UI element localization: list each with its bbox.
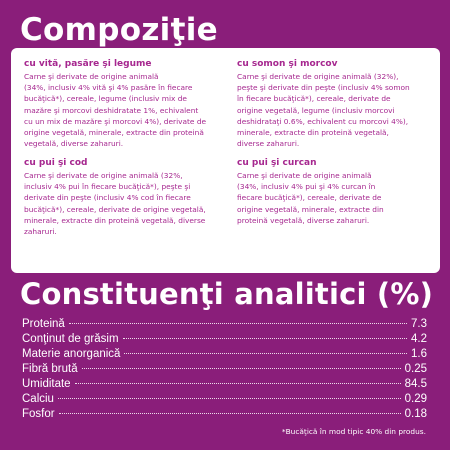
dotted-leader xyxy=(82,368,401,369)
recipe-name: cu pui şi curcan xyxy=(237,158,317,168)
recipe-name: cu somon şi morcov xyxy=(237,59,338,69)
constituent-value: 0.25 xyxy=(404,363,427,375)
constituent-value: 4.2 xyxy=(411,333,427,345)
constituent-label: Conţinut de grăsim xyxy=(22,333,119,345)
list-item xyxy=(22,347,427,362)
recipes-panel xyxy=(11,48,440,273)
constituent-value: 1.6 xyxy=(411,348,427,360)
list-item xyxy=(22,332,427,347)
recipe-salmon-carrot xyxy=(237,59,437,149)
list-item xyxy=(22,392,427,407)
recipe-name: cu pui şi cod xyxy=(24,158,88,168)
constituent-label: Proteină xyxy=(22,318,65,330)
recipe-ingredients: Carne şi derivate de origine animală (32%), peşte şi derivate din peşte (inclusiv 4% somon în fiecare bucăţică*), cereale, derivate de origine vegetală, legume (inclusiv morcovi deshidrataţi 0.6%, echivalent cu morcovi 4%), minerale, extracte din proteină vegetală, diverse zaharuri. xyxy=(237,72,410,149)
footnote: *Bucăţică în mod tipic 40% din produs. xyxy=(281,427,426,436)
constituent-label: Umiditate xyxy=(22,378,71,390)
constituent-value: 0.18 xyxy=(404,408,427,420)
list-item xyxy=(22,407,427,422)
constituent-label: Calciu xyxy=(22,393,54,405)
list-item xyxy=(22,362,427,377)
composition-title: Compoziţie xyxy=(20,12,218,48)
constituent-value: 84.5 xyxy=(404,378,427,390)
dotted-leader xyxy=(75,383,401,384)
constituent-value: 7.3 xyxy=(411,318,427,330)
recipe-beef-poultry xyxy=(24,59,229,149)
analytical-constituents-title: Constituenţi analitici (%) xyxy=(20,277,434,311)
constituent-label: Fosfor xyxy=(22,408,55,420)
recipe-chicken-cod xyxy=(24,158,229,237)
recipe-name: cu vită, pasăre şi legume xyxy=(24,59,152,69)
constituent-label: Fibră brută xyxy=(22,363,78,375)
recipe-ingredients: Carne şi derivate de origine animală (32%, inclusiv 4% pui în fiecare bucăţică*), peşte şi derivate din peşte (inclusiv 4% cod în fiecare bucăţică*), cereale, derivate de origine vegetală, minerale, extracte din proteină vegetală, diverse zaharuri. xyxy=(24,171,206,237)
dotted-leader xyxy=(69,323,407,324)
list-item xyxy=(22,377,427,392)
dotted-leader xyxy=(59,413,401,414)
dotted-leader xyxy=(123,338,407,339)
dotted-leader xyxy=(124,353,407,354)
constituent-value: 0.29 xyxy=(404,393,427,405)
analytical-constituents-list xyxy=(22,317,427,422)
list-item xyxy=(22,317,427,332)
recipe-ingredients: Carne şi derivate de origine animală (34%, inclusiv 4% pui şi 4% curcan în fiecare bucăţică*), cereale, derivate de origine vegetală, minerale, extracte din proteină vegetală, diverse zaharuri. xyxy=(237,171,384,225)
recipe-ingredients: Carne şi derivate de origine animală (34%, inclusiv 4% vită şi 4% pasăre în fiecare bucăţică*), cereale, legume (inclusiv mix de mazăre şi morcovi deshidratate 1%, echivalent cu un mix de mazăre şi morcovi 4%), derivate de origine vegetală, minerale, extracte din proteină vegetală, diverse zaharuri. xyxy=(24,72,207,149)
dotted-leader xyxy=(58,398,401,399)
constituent-label: Materie anorganică xyxy=(22,348,121,360)
recipe-chicken-turkey xyxy=(237,158,437,226)
